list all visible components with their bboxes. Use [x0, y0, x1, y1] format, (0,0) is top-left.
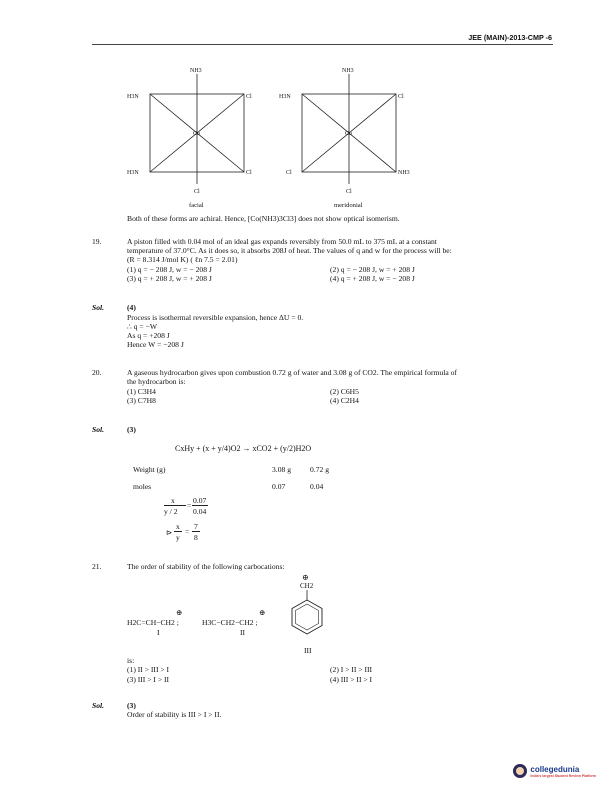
right-br-label: NH3	[398, 170, 410, 176]
logo-tagline: India's largest Student Review Platform	[530, 773, 596, 778]
ratio2-rhs-denominator: 8	[194, 533, 198, 542]
q20-number: 20.	[92, 368, 102, 377]
q20-sol-label: Sol.	[92, 425, 105, 434]
q19-sol-line4: Hence W = −208 J	[127, 340, 184, 349]
ratio-rhs-denominator: 0.04	[193, 507, 207, 516]
ratio2-equals: =	[185, 527, 190, 536]
ratio-lhs-denominator: y / 2	[164, 507, 178, 516]
ratio-lhs-bar	[164, 505, 186, 506]
q20-text-line2: the hydrocarbon is:	[127, 377, 186, 386]
q19-sol-label: Sol.	[92, 303, 105, 312]
q19-sol-line3: As q = +208 J	[127, 331, 170, 340]
right-center-label: Co	[345, 131, 353, 137]
q20-option-4: (4) C2H4	[330, 396, 359, 405]
isomer-diagrams	[110, 62, 410, 212]
cation-2-label: II	[240, 628, 246, 637]
right-bl-label: Cl	[286, 170, 292, 176]
facial-caption: facial	[189, 202, 204, 209]
q21-option-1: (1) II > III > I	[127, 665, 170, 674]
q20-answer: (3)	[127, 425, 136, 434]
ratio2-rhs-numerator: 7	[194, 522, 198, 531]
isomer-conclusion: Both of these forms are achiral. Hence, [Co(NH3)3Cl3] does not show optical isomerism.	[127, 214, 400, 223]
left-bl-label: H3N	[127, 170, 139, 176]
q19-text-line1: A piston filled with 0.04 mol of an ideal gas expands reversibly from 50.0 mL to 375 mL at a constant	[127, 237, 437, 246]
therefore-arrow: ⊳	[166, 528, 173, 537]
ratio2-lhs-bar	[174, 531, 182, 532]
cation-2-charge: ⊕	[259, 608, 266, 617]
q21-text-line1: The order of stability of the following carbocations:	[127, 562, 285, 571]
q19-option-3: (3) q = + 208 J, w = + 208 J	[127, 274, 212, 283]
cation-1-charge: ⊕	[176, 608, 183, 617]
ratio2-rhs-bar	[192, 531, 200, 532]
left-tr-label: Cl	[246, 94, 252, 100]
ratio-equals: =	[187, 501, 192, 510]
right-top-label: NH3	[342, 68, 354, 74]
left-br-label: Cl	[246, 170, 252, 176]
q19-option-4: (4) q = + 208 J, w = − 208 J	[330, 274, 415, 283]
logo-avatar-icon	[513, 764, 527, 778]
q19-text-line2: temperature of 37.0°C. As it does so, it absorbs 208J of heat. The values of q and w for the process will be:	[127, 246, 452, 255]
q19-answer: (4)	[127, 303, 136, 312]
q21-is-text: is:	[127, 656, 135, 665]
q21-sol-line1: Order of stability is III > I > II.	[127, 710, 222, 719]
q20-option-1: (1) C3H4	[127, 387, 156, 396]
q19-option-2: (2) q = − 208 J, w = + 208 J	[330, 265, 415, 274]
cation-3-group: CH2	[300, 582, 314, 590]
q20-option-2: (2) C6H5	[330, 387, 359, 396]
ratio-rhs-bar	[192, 505, 208, 506]
cation-2: H3C−CH2−CH2 ;	[202, 618, 258, 627]
collegedunia-logo[interactable]	[513, 764, 596, 778]
ratio2-lhs-numerator: x	[176, 522, 180, 531]
q19-number: 19.	[92, 237, 102, 246]
q21-number: 21.	[92, 562, 102, 571]
ratio-rhs-numerator: 0.07	[193, 496, 207, 505]
q19-text-line3: (R = 8.314 J/mol K) ( ℓn 7.5 = 2.01)	[127, 255, 238, 264]
page-header: JEE (MAIN)-2013-CMP -6	[468, 33, 552, 42]
left-top-label: NH3	[190, 68, 202, 74]
q21-option-4: (4) III > II > I	[330, 675, 373, 684]
weight-co2-value: 3.08 g	[272, 465, 291, 474]
logo-text: collegedunia	[530, 764, 580, 774]
left-tl-label: H3N	[127, 94, 139, 100]
ratio-lhs-numerator: x	[171, 496, 175, 505]
header-divider	[92, 44, 553, 45]
benzyl-cation-structure	[280, 570, 340, 650]
right-tr-label: Cl	[398, 94, 404, 100]
meridonial-caption: meridonial	[334, 202, 363, 209]
left-center-label: Co	[193, 131, 201, 137]
moles-row-label: moles	[133, 482, 152, 491]
q21-answer: (3)	[127, 701, 136, 710]
q19-option-1: (1) q = − 208 J, w = − 208 J	[127, 265, 212, 274]
q21-option-2: (2) I > II > III	[330, 665, 373, 674]
ratio2-lhs-denominator: y	[176, 533, 180, 542]
moles-co2-value: 0.07	[272, 482, 286, 491]
combustion-equation: CxHy + (x + y/4)O2 → xCO2 + (y/2)H2O	[175, 444, 312, 453]
q19-sol-line1: Process is isothermal reversible expansion, hence ΔU = 0.	[127, 313, 304, 322]
q19-sol-line2: ∴ q = −W	[127, 322, 158, 331]
cation-3-label: III	[304, 646, 312, 655]
weight-row-label: Weight (g)	[133, 465, 166, 474]
weight-h2o-value: 0.72 g	[310, 465, 329, 474]
right-bottom-label: Cl	[346, 189, 352, 195]
svg-text:⊕: ⊕	[302, 573, 309, 582]
moles-h2o-value: 0.04	[310, 482, 324, 491]
q20-text-line1: A gaseous hydrocarbon gives upon combustion 0.72 g of water and 3.08 g of CO2. The empirical formula of	[127, 368, 457, 377]
q21-option-3: (3) III > I > II	[127, 675, 170, 684]
cation-1-label: I	[157, 628, 160, 637]
q21-sol-label: Sol.	[92, 701, 105, 710]
right-tl-label: H3N	[279, 94, 291, 100]
cation-1: H2C=CH−CH2 ;	[127, 618, 179, 627]
q20-option-3: (3) C7H8	[127, 396, 156, 405]
left-bottom-label: Cl	[194, 189, 200, 195]
